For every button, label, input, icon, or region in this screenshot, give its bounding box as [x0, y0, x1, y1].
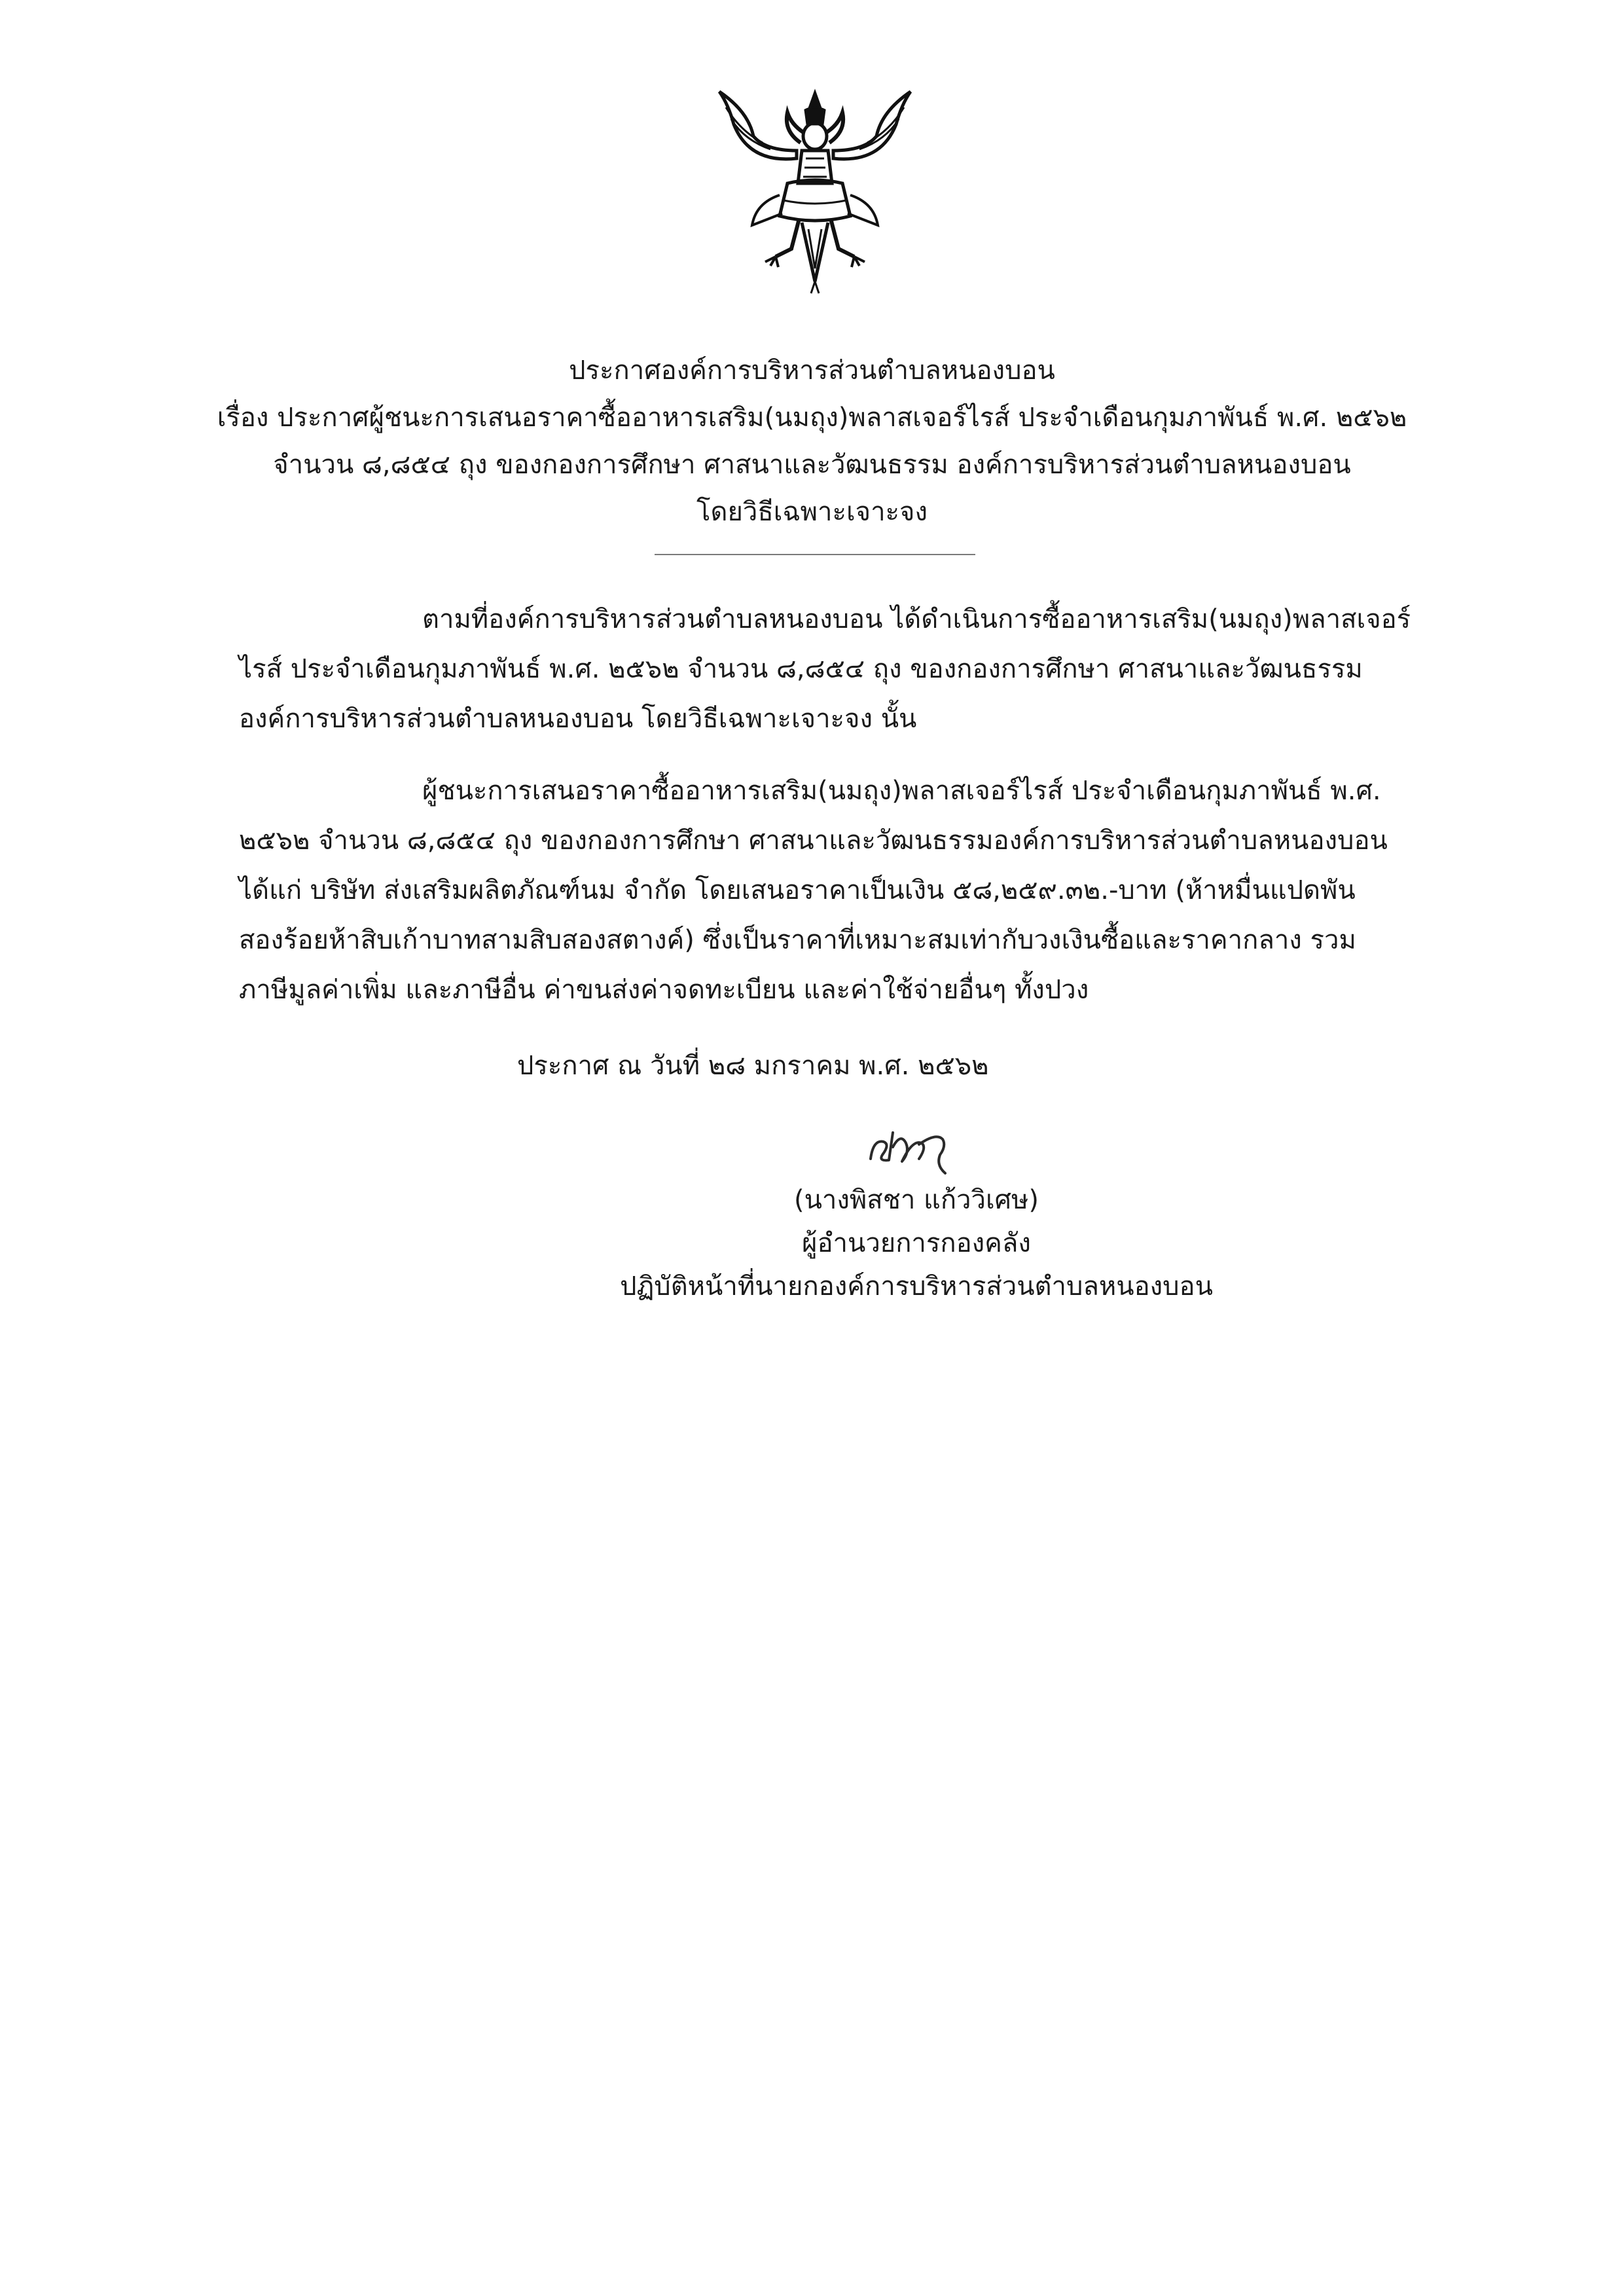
signatory-position: ผู้อำนวยการกองคลัง [802, 1228, 1031, 1258]
header-title: ประกาศองค์การบริหารส่วนตำบลหนองบอน [569, 355, 1055, 386]
header-subject: เรื่อง ประกาศผู้ชนะการเสนอราคาซื้ออาหารเสริม(นมถุง)พลาสเจอร์ไรส์ ประจำเดือนกุมภาพันธ์ พ.ศ. ๒๕๖๒ [217, 403, 1407, 433]
signatory-acting-position: ปฏิบัติหน้าที่นายกองค์การบริหารส่วนตำบลหนองบอน [620, 1271, 1213, 1302]
header-method: โดยวิธีเฉพาะเจาะจง [696, 497, 928, 527]
signatory-name: (นางพิสชา แก้ววิเศษ) [793, 1185, 1039, 1215]
paragraph-line: ๒๕๖๒ จำนวน ๘,๘๕๔ ถุง ของกองการศึกษา ศาสนาและวัฒนธรรมองค์การบริหารส่วนตำบลหนองบอน [239, 826, 1388, 856]
handwritten-signature [864, 1113, 969, 1185]
signatory-block [524, 1178, 1309, 1308]
header-quantity: จำนวน ๘,๘๕๔ ถุง ของกองการศึกษา ศาสนาและวัฒนธรรม องค์การบริหารส่วนตำบลหนองบอน [273, 450, 1351, 480]
paragraph-line: ได้แก่ บริษัท ส่งเสริมผลิตภัณฑ์นม จำกัด โดยเสนอราคาเป็นเงิน ๕๘,๒๕๙.๓๒.-บาท (ห้าหมื่นแปดพัน [239, 875, 1356, 905]
garuda-emblem-graphic [710, 85, 920, 301]
paragraph-winner [239, 766, 1391, 1015]
paragraph-line: ตามที่องค์การบริหารส่วนตำบลหนองบอน ได้ดำเนินการซื้ออาหารเสริม(นมถุง)พลาสเจอร์ [422, 604, 1411, 634]
paragraph-line: ผู้ชนะการเสนอราคาซื้ออาหารเสริม(นมถุง)พลาสเจอร์ไรส์ ประจำเดือนกุมภาพันธ์ พ.ศ. [422, 776, 1381, 806]
garuda-emblem [710, 85, 920, 301]
announcement-date: ประกาศ ณ วันที่ ๒๘ มกราคม พ.ศ. ๒๕๖๒ [517, 1051, 989, 1081]
paragraph-line: สองร้อยห้าสิบเก้าบาทสามสิบสองสตางค์) ซึ่งเป็นราคาที่เหมาะสมเท่ากับวงเงินซื้อและราคากลาง รวม [239, 925, 1356, 955]
signature-graphic [864, 1113, 969, 1185]
paragraph-line: ไรส์ ประจำเดือนกุมภาพันธ์ พ.ศ. ๒๕๖๒ จำนวน ๘,๘๕๔ ถุง ของกองการศึกษา ศาสนาและวัฒนธรรม [239, 654, 1363, 684]
paragraph-line: องค์การบริหารส่วนตำบลหนองบอน โดยวิธีเฉพาะเจาะจง นั้น [239, 704, 917, 734]
paragraph-background [239, 594, 1411, 744]
header-divider [655, 554, 975, 555]
announcement-header [196, 347, 1428, 536]
paragraph-line: ภาษีมูลค่าเพิ่ม และภาษีอื่น ค่าขนส่งค่าจดทะเบียน และค่าใช้จ่ายอื่นๆ ทั้งปวง [239, 975, 1089, 1005]
